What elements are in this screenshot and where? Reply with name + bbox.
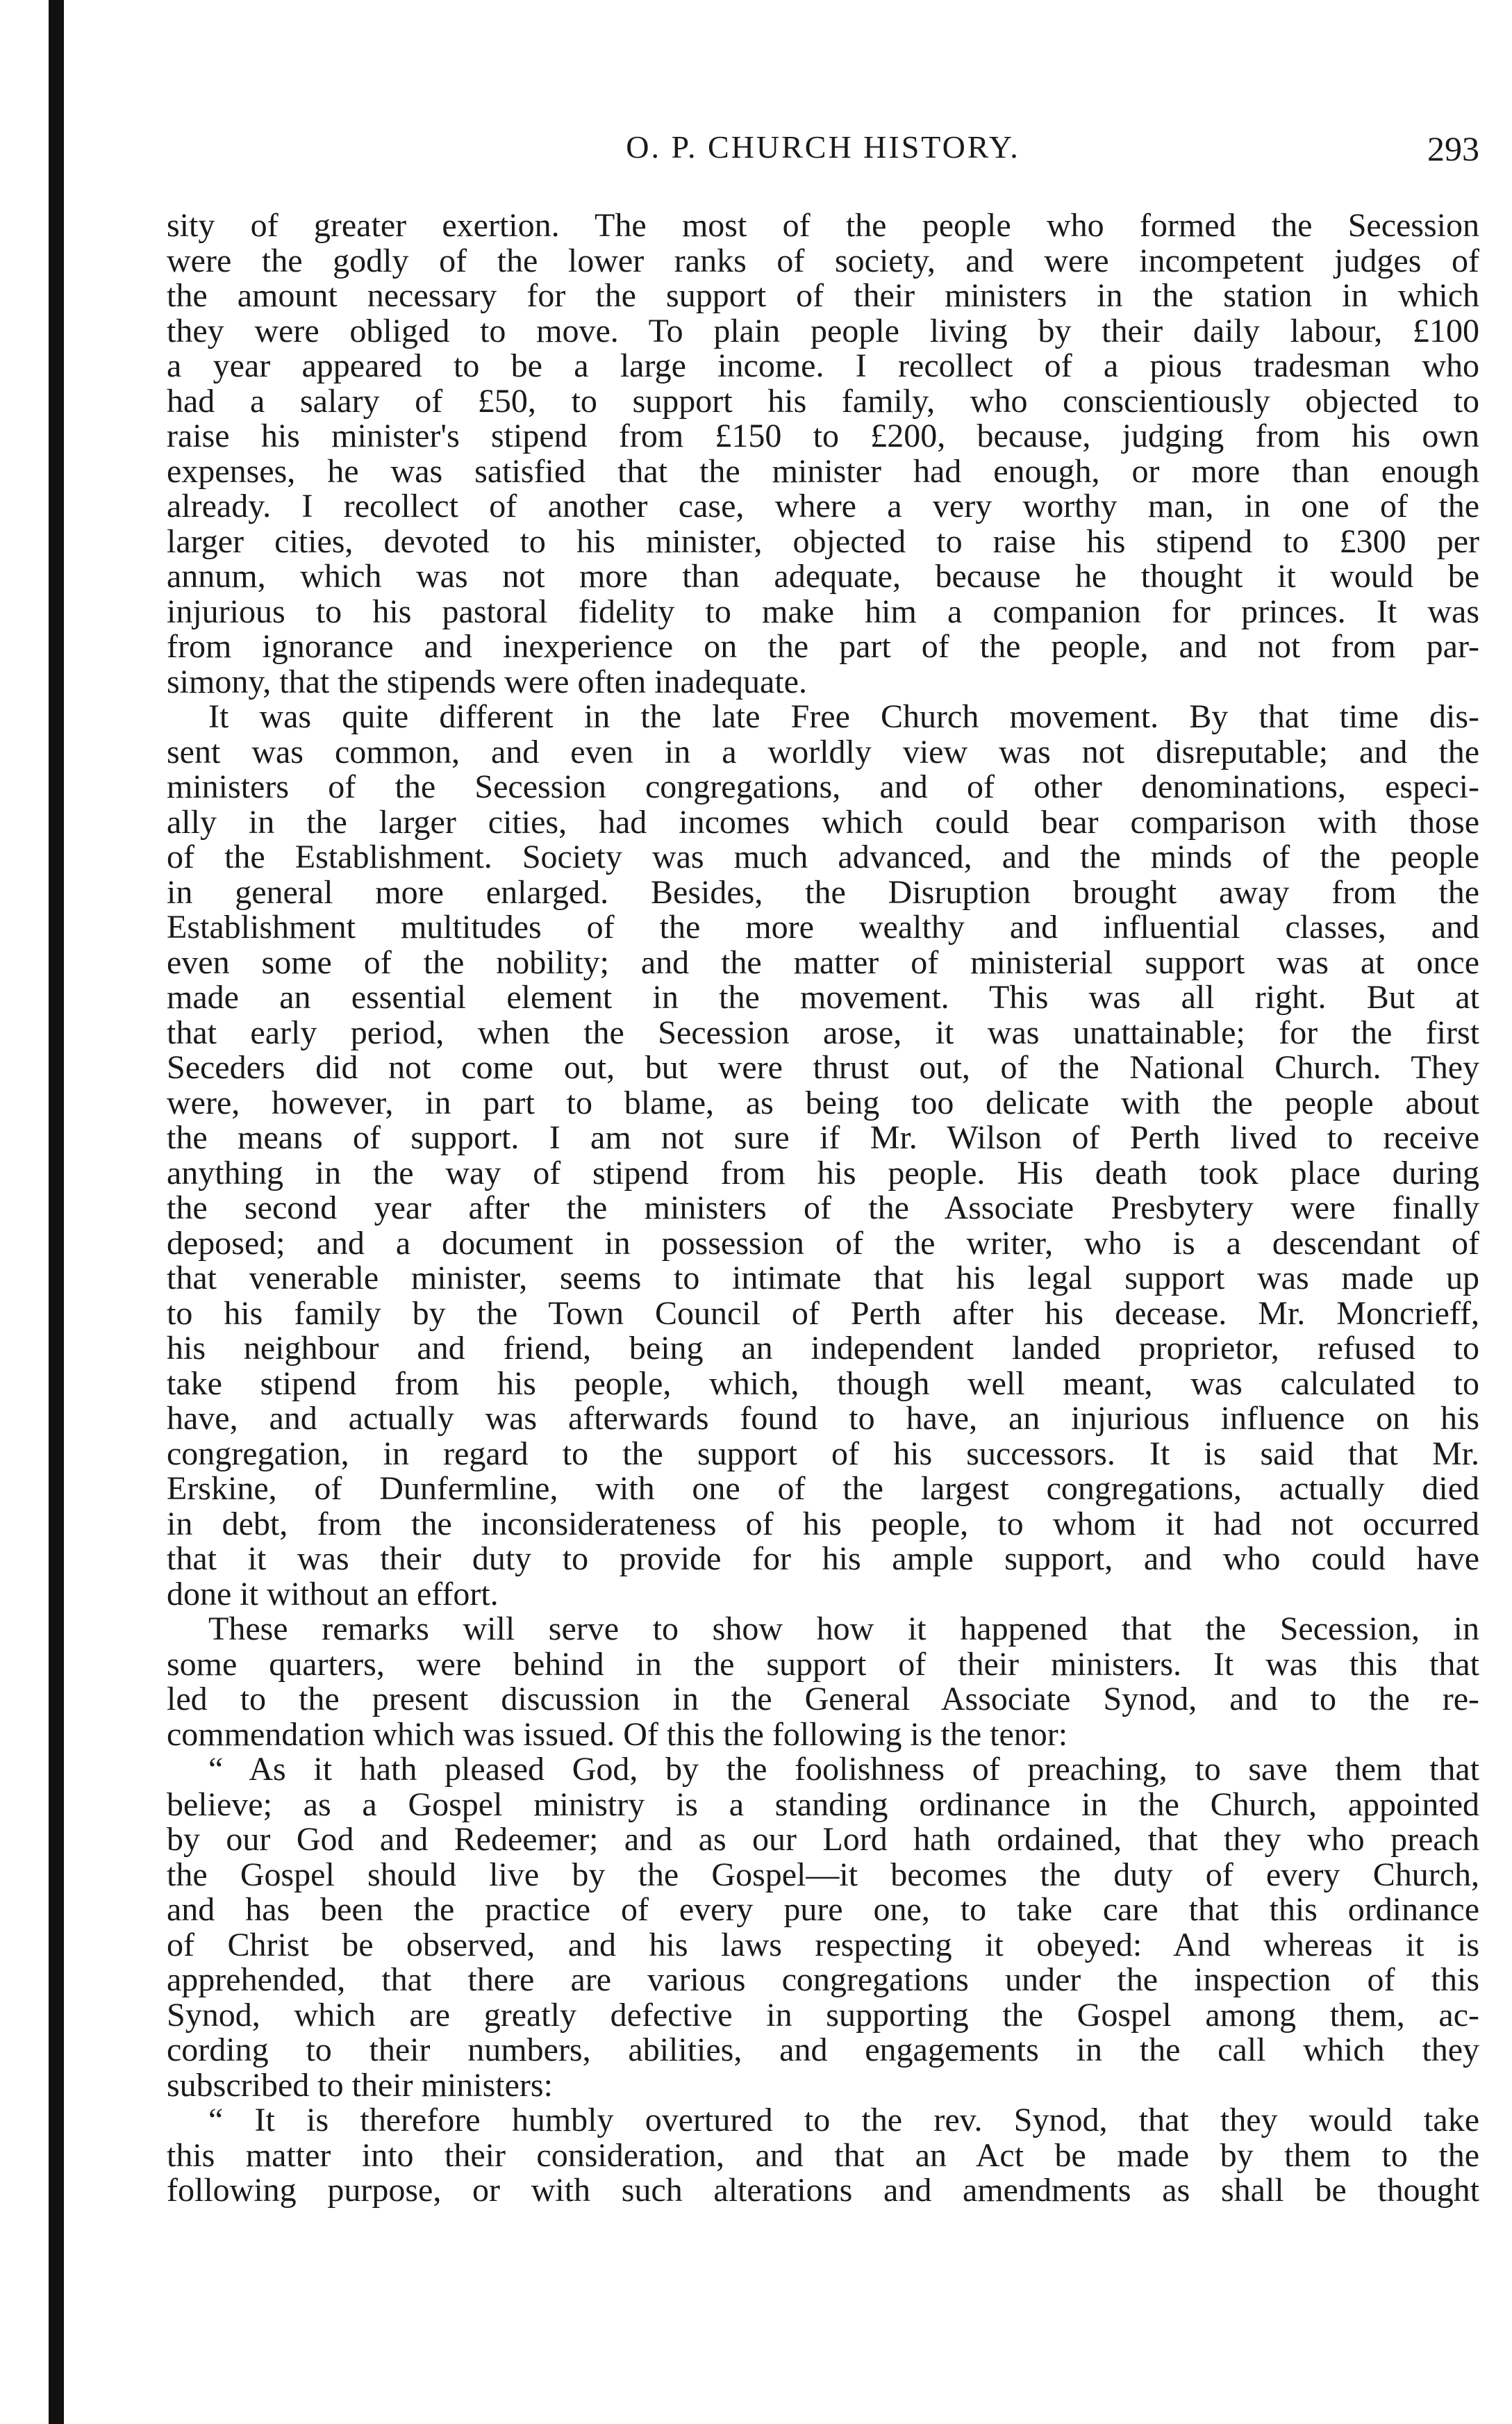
text-line: of the Establishment. Society was much advanced, and the minds of the people — [167, 840, 1479, 875]
text-line: even some of the nobility; and the matter of ministerial support was at once — [167, 945, 1479, 980]
text-line: some quarters, were behind in the support of their ministers. It was this that — [167, 1647, 1479, 1682]
text-line: following purpose, or with such alterations and amendments as shall be thought — [167, 2173, 1479, 2209]
text-line: annum, which was not more than adequate, because he thought it would be — [167, 559, 1479, 595]
text-line: take stipend from his people, which, though well meant, was calculated to — [167, 1366, 1479, 1401]
text-line: injurious to his pastoral fidelity to make him a companion for princes. It was — [167, 594, 1479, 629]
text-line: of Christ be observed, and his laws respecting it obeyed: And whereas it is — [167, 1927, 1479, 1963]
text-line: in debt, from the inconsiderateness of his people, to whom it had not occurred — [167, 1506, 1479, 1542]
text-line: expenses, he was satisfied that the minister had enough, or more than enough — [167, 454, 1479, 489]
text-line: ally in the larger cities, had incomes which could bear comparison with those — [167, 805, 1479, 840]
text-line: and has been the practice of every pure one, to take care that this ordinance — [167, 1893, 1479, 1928]
text-line: Erskine, of Dunfermline, with one of the largest congregations, actually died — [167, 1471, 1479, 1507]
text-line: apprehended, that there are various congregations under the inspection of this — [167, 1963, 1479, 1998]
text-line: the second year after the ministers of the Associate Presbytery were finally — [167, 1191, 1479, 1226]
text-line: that early period, when the Secession arose, it was unattainable; for the first — [167, 1015, 1479, 1050]
page-header — [167, 129, 1479, 177]
text-line: “ As it hath pleased God, by the foolishness of preaching, to save them that — [208, 1752, 1479, 1788]
text-line: that venerable minister, seems to intimate that his legal support was made up — [167, 1261, 1479, 1296]
text-line: anything in the way of stipend from his people. His death took place during — [167, 1155, 1479, 1191]
text-line: that it was their duty to provide for his ample support, and who could have — [167, 1542, 1479, 1577]
text-line: ministers of the Secession congregations, and of other denominations, especi- — [167, 770, 1479, 805]
text-line: led to the present discussion in the General Associate Synod, and to the re- — [167, 1682, 1479, 1717]
text-line: simony, that the stipends were often inadequate. — [167, 664, 807, 700]
text-line: Synod, which are greatly defective in supporting the Gospel among them, ac- — [167, 1997, 1479, 2033]
text-line: deposed; and a document in possession of the writer, who is a descendant of — [167, 1226, 1479, 1261]
page-number: 293 — [1427, 129, 1479, 168]
binding-edge — [49, 0, 64, 2424]
text-line: done it without an effort. — [167, 1576, 499, 1612]
text-line: his neighbour and friend, being an independent landed proprietor, refused to — [167, 1331, 1479, 1367]
text-line: already. I recollect of another case, where a very worthy man, in one of the — [167, 489, 1479, 525]
text-line: by our God and Redeemer; and as our Lord hath ordained, that they who preach — [167, 1822, 1479, 1858]
text-line: congregation, in regard to the support of his successors. It is said that Mr. — [167, 1436, 1479, 1471]
text-line: It was quite different in the late Free Church movement. By that time dis- — [208, 700, 1479, 735]
text-line: Seceders did not come out, but were thrust out, of the National Church. They — [167, 1050, 1479, 1086]
text-line: had a salary of £50, to support his family, who conscientiously objected to — [167, 384, 1479, 419]
running-title: O. P. CHURCH HISTORY. — [626, 129, 1020, 165]
text-line: the amount necessary for the support of their ministers in the station in which — [167, 279, 1479, 314]
text-line: sent was common, and even in a worldly view was not disreputable; and the — [167, 734, 1479, 770]
text-line: made an essential element in the movement. This was all right. But at — [167, 980, 1479, 1016]
text-line: the Gospel should live by the Gospel—it becomes the duty of every Church, — [167, 1857, 1479, 1893]
text-line: a year appeared to be a large income. I recollect of a pious tradesman who — [167, 349, 1479, 384]
text-line: cording to their numbers, abilities, and engagements in the call which they — [167, 2033, 1479, 2068]
text-line: were the godly of the lower ranks of society, and were incompetent judges of — [167, 243, 1479, 279]
text-line: have, and actually was afterwards found to have, an injurious influence on his — [167, 1401, 1479, 1437]
text-line: from ignorance and inexperience on the part of the people, and not from par- — [167, 629, 1479, 665]
text-line: “ It is therefore humbly overtured to the rev. Synod, that they would take — [208, 2103, 1479, 2138]
text-line: were, however, in part to blame, as being too delicate with the people about — [167, 1085, 1479, 1121]
text-line: they were obliged to move. To plain people living by their daily labour, £100 — [167, 313, 1479, 349]
text-line: raise his minister's stipend from £150 to £200, because, judging from his own — [167, 419, 1479, 454]
text-line: larger cities, devoted to his minister, objected to raise his stipend to £300 per — [167, 524, 1479, 559]
text-line: Establishment multitudes of the more wealthy and influential classes, and — [167, 910, 1479, 946]
text-line: commendation which was issued. Of this the following is the tenor: — [167, 1717, 1068, 1752]
text-line: subscribed to their ministers: — [167, 2068, 553, 2103]
text-line: to his family by the Town Council of Perth after his decease. Mr. Moncrieff, — [167, 1296, 1479, 1331]
text-line: These remarks will serve to show how it happened that the Secession, in — [208, 1612, 1479, 1647]
text-line: the means of support. I am not sure if Mr. Wilson of Perth lived to receive — [167, 1121, 1479, 1156]
text-line: in general more enlarged. Besides, the Disruption brought away from the — [167, 875, 1479, 910]
body-text — [167, 208, 1479, 2209]
text-line: sity of greater exertion. The most of the people who formed the Secession — [167, 208, 1479, 244]
text-line: this matter into their consideration, and that an Act be made by them to the — [167, 2138, 1479, 2173]
text-line: believe; as a Gospel ministry is a standing ordinance in the Church, appointed — [167, 1787, 1479, 1822]
